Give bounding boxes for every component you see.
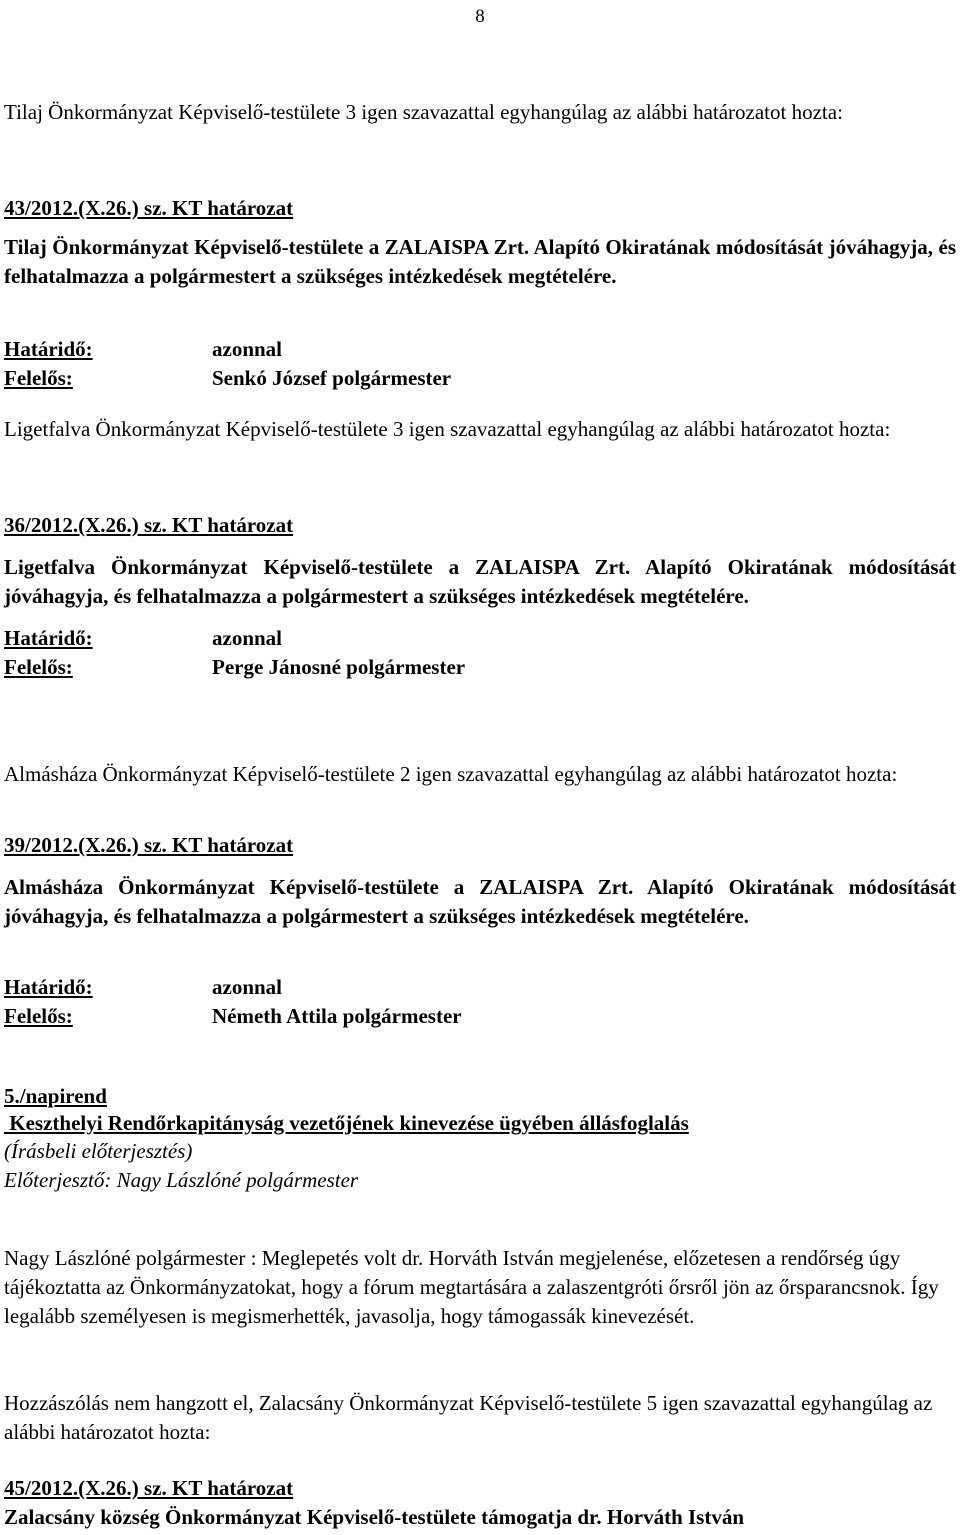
- responsible-value: Perge Jánosné polgármester: [212, 655, 466, 679]
- responsible-label: Felelős:: [4, 655, 73, 679]
- final-resolution-number: 45/2012.(X.26.) sz. KT határozat: [4, 1476, 294, 1500]
- deadline-responsible: [4, 973, 956, 1031]
- responsible-label: Felelős:: [4, 366, 73, 390]
- deadline-value: azonnal: [212, 975, 283, 999]
- deadline-label: Határidő:: [4, 626, 93, 650]
- deadline-value: azonnal: [212, 626, 283, 650]
- resolution-text: Almásháza Önkormányzat Képviselő-testülete a ZALAISPA Zrt. Alapító Okiratának módosítását jóváhagyja, és felhatalmazza a polgármestert a szükséges intézkedések megtételére.: [4, 875, 956, 928]
- agenda-number: 5./napirend: [4, 1084, 107, 1108]
- deadline-responsible: [4, 335, 956, 393]
- responsible-label: Felelős:: [4, 1004, 73, 1028]
- discussion-text: Nagy Lászlóné polgármester : Meglepetés volt dr. Horváth István megjelenése, előzetesen a rendőrség úgy tájékoztatta az Önkormányzatokat, hogy a fórum megtartására a zalaszentgróti őrsről jön az őrsparancsnok. Így legalább személyesen is megismerhették, javasolja, hogy támogassák kinevezését.: [4, 1246, 939, 1328]
- agenda-title: Keszthelyi Rendőrkapitányság vezetőjének kinevezése ügyében állásfoglalás: [4, 1111, 689, 1135]
- agenda-presenter: Előterjesztő: Nagy Lászlóné polgármester: [4, 1168, 359, 1192]
- resolution-number: 36/2012.(X.26.) sz. KT határozat: [4, 513, 294, 537]
- resolution-text: Ligetfalva Önkormányzat Képviselő-testülete a ZALAISPA Zrt. Alapító Okiratának módosítását jóváhagyja, és felhatalmazza a polgármestert a szükséges intézkedések megtételére.: [4, 555, 956, 608]
- agenda-written-note: (Írásbeli előterjesztés): [4, 1139, 193, 1163]
- resolution-number: 39/2012.(X.26.) sz. KT határozat: [4, 833, 294, 857]
- responsible-value: Németh Attila polgármester: [212, 1004, 462, 1028]
- deadline-responsible: [4, 624, 956, 682]
- closing-text: Hozzászólás nem hangzott el, Zalacsány Önkormányzat Képviselő-testülete 5 igen szavazattal egyhangúlag az alábbi határozatot hozta:: [4, 1391, 933, 1444]
- deadline-value: azonnal: [212, 337, 283, 361]
- responsible-value: Senkó József polgármester: [212, 366, 452, 390]
- resolution-intro: Ligetfalva Önkormányzat Képviselő-testülete 3 igen szavazattal egyhangúlag az alábbi határozatot hozta:: [4, 417, 891, 441]
- deadline-label: Határidő:: [4, 975, 93, 999]
- resolution-intro: Almásháza Önkormányzat Képviselő-testülete 2 igen szavazattal egyhangúlag az alábbi határozatot hozta:: [4, 762, 898, 786]
- resolution-number: 43/2012.(X.26.) sz. KT határozat: [4, 196, 294, 220]
- deadline-label: Határidő:: [4, 337, 93, 361]
- page-number: 8: [475, 6, 485, 27]
- final-resolution-text: Zalacsány község Önkormányzat Képviselő-testülete támogatja dr. Horváth István: [4, 1505, 745, 1529]
- resolution-text: Tilaj Önkormányzat Képviselő-testülete a ZALAISPA Zrt. Alapító Okiratának módosítását jóváhagyja, és felhatalmazza a polgármestert a szükséges intézkedések megtételére.: [4, 235, 956, 288]
- resolution-intro: Tilaj Önkormányzat Képviselő-testülete 3 igen szavazattal egyhangúlag az alábbi határozatot hozta:: [4, 100, 843, 124]
